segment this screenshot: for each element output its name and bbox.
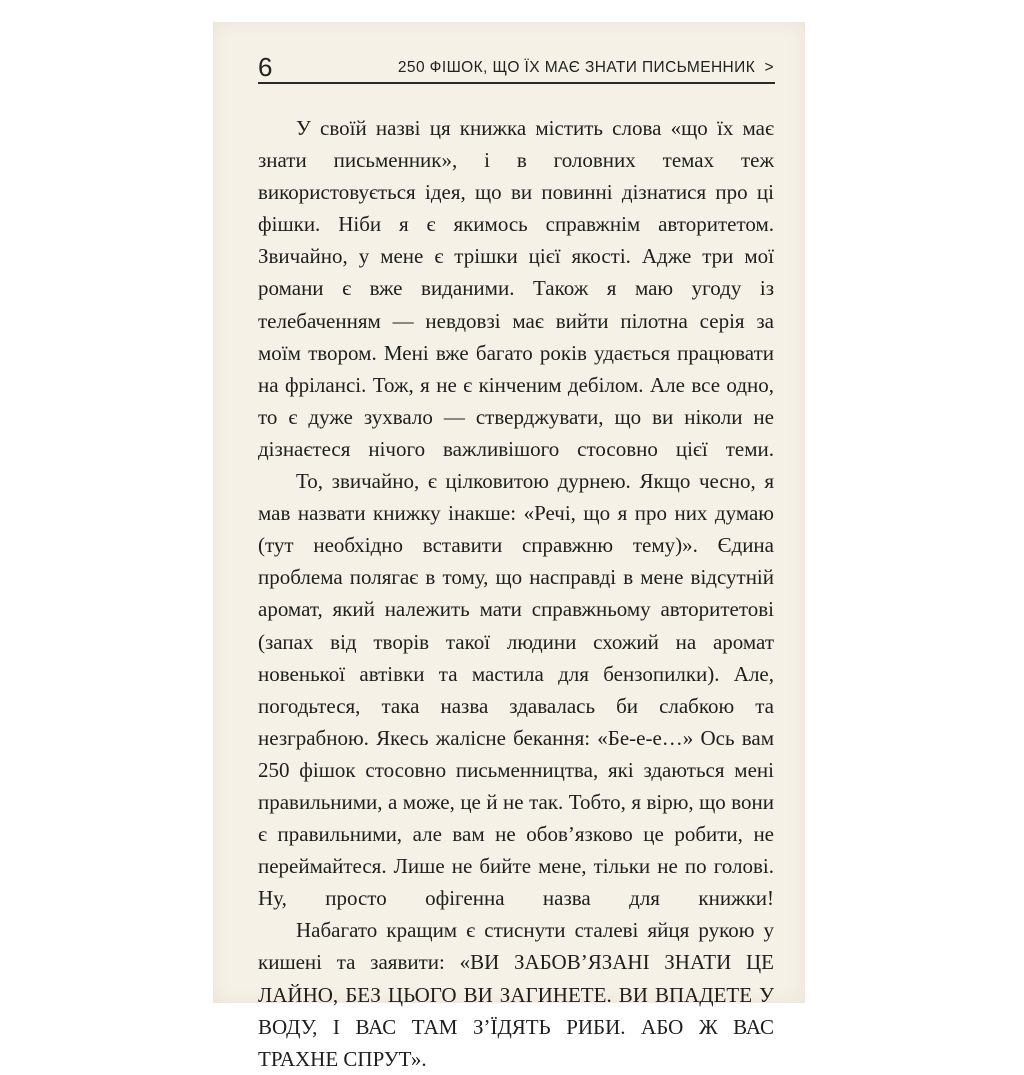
paragraph-2: То, звичайно, є цілковитою дурнею. Якщо чесно, я мав назвати книжку інакше: «Речі, що я про них думаю (тут необхідно вставити справжню тему)». Єдина проблема полягає в тому, що насправді в мене відсутній аромат, який належить мати справжньому авторитетові (запах від творів такої людини схожий на аромат новенької автівки та мастила для бензопилки). Але, погодьтеся, така назва здавалась би слабкою та незграбною. Якесь жалісне бекання: «Бе-е-е…» Ось вам 250 фішок стосовно письменництва, які здаються мені правильними, а може, це й не так. Тобто, я вірю, що вони є правильними, але вам не обов’язково це робити, не переймайтеся. Лише не бийте мене, тільки не по голові. Ну, просто офігенна назва для книжки! — [258, 469, 774, 911]
page-number: 6 — [258, 52, 273, 82]
header-rule — [258, 82, 775, 84]
paragraph-3: Набагато кращим є стиснути сталеві яйця рукою у кишені та заявити: «ВИ ЗАБОВ’ЯЗАНІ ЗНАТИ ЦЕ ЛАЙНО, БЕЗ ЦЬОГО ВИ ЗАГИНЕТЕ. ВИ ВПАДЕТЕ У ВОДУ, І ВАС ТАМ З’ЇДЯТЬ РИБИ. АБО Ж ВАС ТРАХНЕ СПРУТ». — [258, 918, 774, 1071]
running-head — [258, 54, 774, 84]
running-title: 250 ФІШОК, ЩО ЇХ МАЄ ЗНАТИ ПИСЬМЕННИК > — [397, 59, 774, 76]
paragraph-1: У своїй назві ця книжка містить слова «що їх має знати письменник», і в головних темах теж використовується ідея, що ви повинні дізнатися про ці фішки. Ніби я є якимось справжнім авторитетом. Звичайно, у мене є трішки цієї якості. Адже три мої романи є вже виданими. Також я маю угоду із телебаченням — невдовзі має вийти пілотна серія за моїм твором. Мені вже багато років удається працювати на фрілансі. Тож, я не є кінченим дебілом. Але все одно, то є дуже зухвало — стверджувати, що ви ніколи не дізнаєтеся нічого важливішого стосовно цієї теми. — [258, 116, 774, 461]
body-text — [258, 112, 774, 1075]
